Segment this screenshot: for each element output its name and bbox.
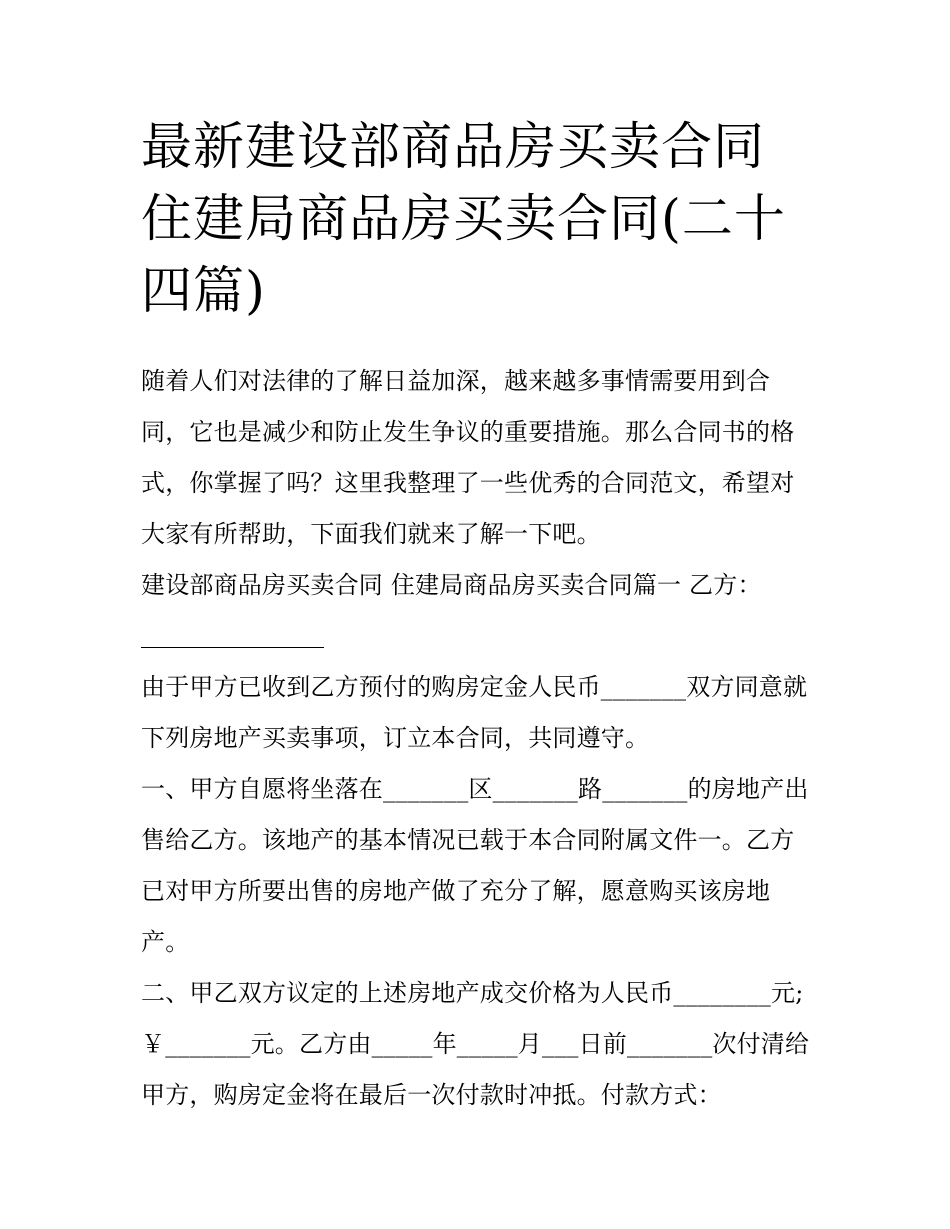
clause-one-paragraph: 一、甲方自愿将坐落在_______区_______路_______的房地产出售给乙方。该地产的基本情况已载于本合同附属文件一。乙方已对甲方所要出售的房地产做了充分了解，愿意购买该房地产。 [141,775,809,956]
party-b-blank-line [141,597,324,648]
intro-paragraph: 随着人们对法律的了解日益加深，越来越多事情需要用到合同，它也是减少和防止发生争议的重要措施。那么合同书的格式，你掌握了吗？这里我整理了一些优秀的合同范文，希望对大家有所帮助，下面我们就来了解一下吧。 [141,367,795,548]
document-body [141,356,813,1121]
deposit-paragraph: 由于甲方已收到乙方预付的购房定金人民币_______双方同意就下列房地产买卖事项，订立本合同，共同遵守。 [141,673,808,752]
section-heading-paragraph: 建设部商品房买卖合同 住建局商品房买卖合同篇一 乙方： [141,571,762,599]
clause-two-paragraph: 二、甲乙双方议定的上述房地产成交价格为人民币________元;￥_______元。乙方由_____年_____月___日前_______次付清给甲方，购房定金将在最后一次付款时冲抵。付款方式： [141,979,810,1109]
document-title: 最新建设部商品房买卖合同 住建局商品房买卖合同(二十四篇) [141,118,786,321]
